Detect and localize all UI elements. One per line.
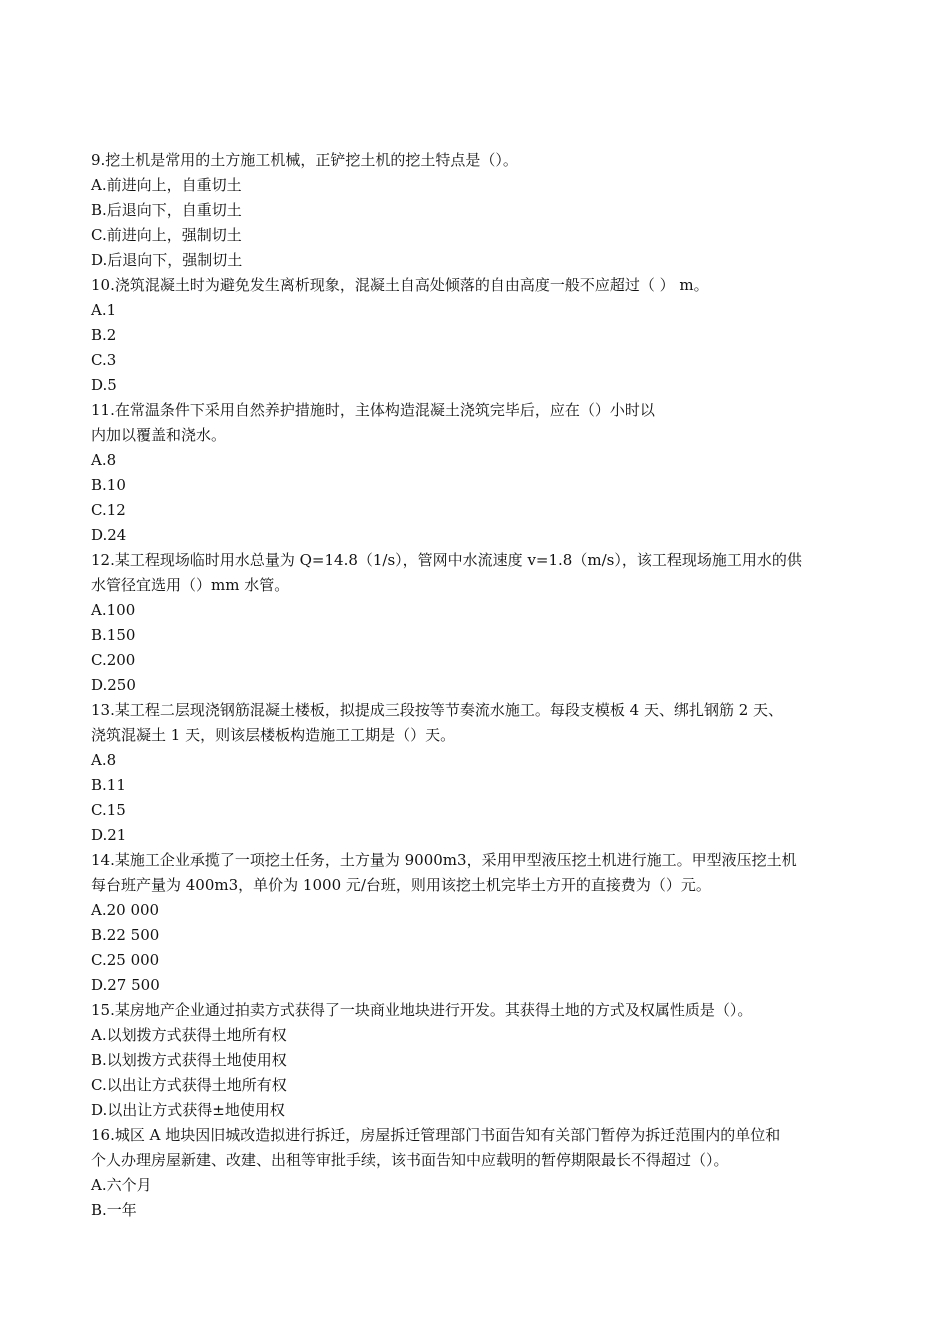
question-9-option-d: D.后退向下，强制切土	[91, 251, 243, 269]
question-9-text: 9.挖土机是常用的土方施工机械，正铲挖土机的挖土特点是（）。	[91, 151, 518, 169]
question-13-text-line-1: 13.某工程二层现浇钢筋混凝土楼板，拟提成三段按等节奏流水施工。每段支模板 4 天、绑扎钢筋 2 天、	[91, 701, 784, 719]
question-15-text: 15.某房地产企业通过拍卖方式获得了一块商业地块进行开发。其获得土地的方式及权属性质是（）。	[91, 1001, 753, 1019]
question-13-option-d: D.21	[91, 826, 127, 844]
question-12-option-c: C.200	[91, 651, 136, 669]
question-15-option-b: B.以划拨方式获得土地使用权	[91, 1051, 287, 1069]
question-10-option-a: A.1	[91, 301, 117, 319]
question-11-option-b: B.10	[91, 476, 126, 494]
question-11-option-d: D.24	[91, 526, 127, 544]
question-10-text: 10.浇筑混凝土时为避免发生离析现象，混凝土自高处倾落的自由高度一般不应超过（ ） m。	[91, 276, 709, 294]
question-12-text-line-1: 12.某工程现场临时用水总量为 Q=14.8（1/s），管网中水流速度 v=1.8（m/s），该工程现场施工用水的供	[91, 551, 802, 569]
question-10-option-c: C.3	[91, 351, 117, 369]
question-15-option-d: D.以出让方式获得±地使用权	[91, 1101, 285, 1119]
question-10-option-b: B.2	[91, 326, 117, 344]
question-14-option-a: A.20 000	[91, 901, 160, 919]
question-15-option-a: A.以划拨方式获得土地所有权	[91, 1026, 287, 1044]
question-9-option-b: B.后退向下，自重切土	[91, 201, 242, 219]
question-16-text-line-2: 个人办理房屋新建、改建、出租等审批手续，该书面告知中应载明的暂停期限最长不得超过（）。	[91, 1151, 729, 1169]
question-12-option-a: A.100	[91, 601, 136, 619]
question-13-option-b: B.11	[91, 776, 126, 794]
question-9-option-c: C.前进向上，强制切土	[91, 226, 242, 244]
question-13-text-line-2: 浇筑混凝土 1 天，则该层楼板构造施工工期是（）天。	[91, 726, 456, 744]
question-12-option-d: D.250	[91, 676, 136, 694]
document-body	[91, 148, 871, 1223]
question-11-text-line-1: 11.在常温条件下采用自然养护措施时，主体构造混凝土浇筑完毕后，应在（）小时以	[91, 401, 655, 419]
question-10-option-d: D.5	[91, 376, 117, 394]
question-11-option-a: A.8	[91, 451, 117, 469]
question-14-option-b: B.22 500	[91, 926, 160, 944]
question-14-option-c: C.25 000	[91, 951, 160, 969]
question-11-option-c: C.12	[91, 501, 126, 519]
question-16-text-line-1: 16.城区 A 地块因旧城改造拟进行拆迁，房屋拆迁管理部门书面告知有关部门暂停为拆迁范围内的单位和	[91, 1126, 781, 1144]
question-14-option-d: D.27 500	[91, 976, 160, 994]
question-12-text-line-2: 水管径宜选用（）mm 水管。	[91, 576, 290, 594]
question-16-option-b: B.一年	[91, 1201, 137, 1219]
question-16-option-a: A.六个月	[91, 1176, 152, 1194]
question-9-option-a: A.前进向上，自重切土	[91, 176, 242, 194]
question-12-option-b: B.150	[91, 626, 136, 644]
question-13-option-c: C.15	[91, 801, 126, 819]
question-11-text-line-2: 内加以覆盖和浇水。	[91, 426, 227, 444]
question-15-option-c: C.以出让方式获得土地所有权	[91, 1076, 287, 1094]
question-14-text-line-1: 14.某施工企业承揽了一项挖土任务，土方量为 9000m3，采用甲型液压挖土机进行施工。甲型液压挖土机	[91, 851, 797, 869]
question-14-text-line-2: 每台班产量为 400m3，单价为 1000 元/台班，则用该挖土机完毕土方开的直接费为（）元。	[91, 876, 711, 894]
question-13-option-a: A.8	[91, 751, 117, 769]
